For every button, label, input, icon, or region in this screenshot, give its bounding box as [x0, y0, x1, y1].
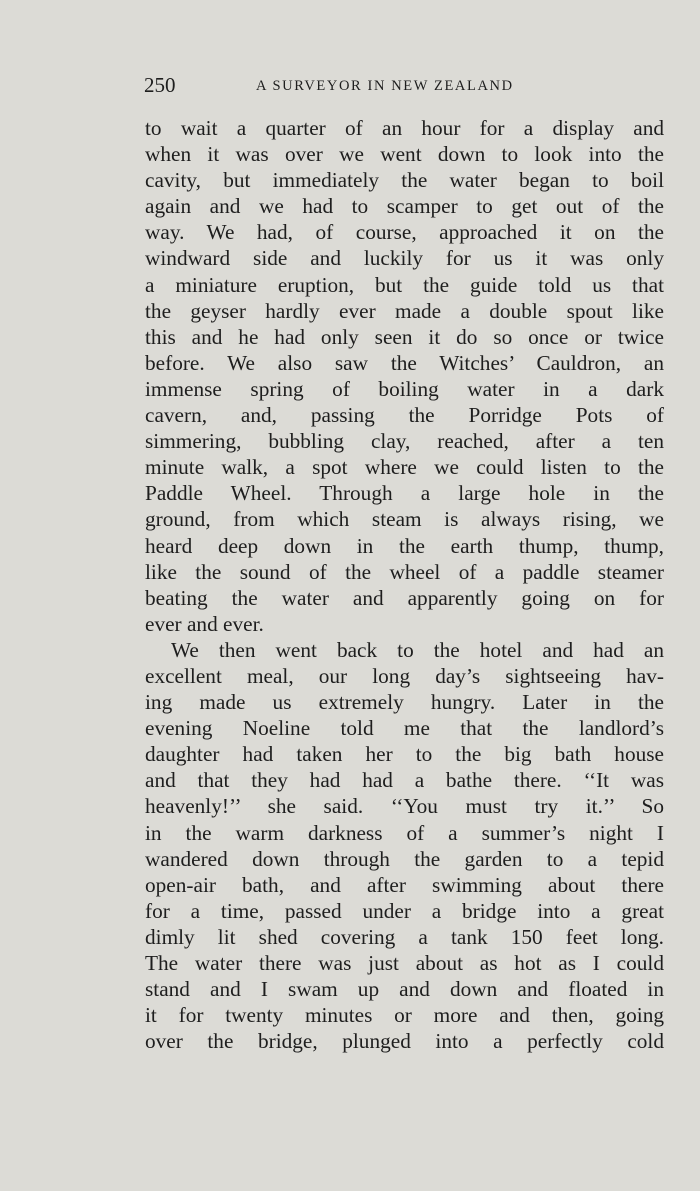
text-line: cavern, and, passing the Porridge Pots of	[145, 403, 664, 428]
text-line: evening Noeline told me that the landlord’s	[145, 716, 664, 741]
text-line: before. We also saw the Witches’ Cauldron, an	[145, 350, 664, 375]
text-line: dimly lit shed covering a tank 150 feet long.	[145, 924, 664, 949]
text-line: immense spring of boiling water in a dark	[145, 376, 664, 401]
text-line: daughter had taken her to the big bath house	[145, 742, 664, 767]
text-line: in the warm darkness of a summer’s night I	[145, 820, 664, 845]
page-number: 250	[144, 73, 176, 97]
body-text	[145, 115, 664, 1054]
text-line: over the bridge, plunged into a perfectly cold	[145, 1029, 664, 1054]
text-line: like the sound of the wheel of a paddle steamer	[145, 559, 664, 584]
text-line: ground, from which steam is always rising, we	[145, 507, 664, 532]
text-line: ing made us extremely hungry. Later in the	[145, 690, 664, 715]
running-title: A SURVEYOR IN NEW ZEALAND	[256, 78, 514, 94]
text-line: to wait a quarter of an hour for a display and	[145, 116, 664, 140]
text-line: beating the water and apparently going on for	[145, 585, 664, 610]
text-line: for a time, passed under a bridge into a great	[145, 898, 664, 923]
text-line: simmering, bubbling clay, reached, after a ten	[145, 429, 664, 454]
running-head	[144, 71, 668, 99]
text-line: heavenly!’’ she said. ‘‘You must try it.’’ So	[145, 794, 664, 819]
text-line: open-air bath, and after swimming about there	[145, 872, 664, 897]
text-line: this and he had only seen it do so once or twice	[145, 324, 664, 349]
text-line: heard deep down in the earth thump, thump,	[145, 533, 664, 558]
text-line: ever and ever.	[145, 611, 264, 636]
text-line: cavity, but immediately the water began to boil	[145, 168, 664, 193]
text-line: We then went back to the hotel and had an	[171, 637, 664, 662]
text-line: wandered down through the garden to a tepid	[145, 846, 664, 871]
text-line: again and we had to scamper to get out of the	[145, 194, 664, 219]
text-line: excellent meal, our long day’s sightseeing hav-	[145, 663, 664, 688]
text-line: the geyser hardly ever made a double spout like	[145, 298, 664, 323]
text-line: way. We had, of course, approached it on the	[145, 220, 664, 245]
text-line: Paddle Wheel. Through a large hole in the	[145, 481, 664, 506]
text-line: minute walk, a spot where we could listen to the	[145, 455, 664, 480]
text-line: and that they had had a bathe there. ‘‘It was	[145, 768, 664, 793]
text-line: windward side and luckily for us it was only	[145, 246, 664, 271]
text-line: when it was over we went down to look into the	[145, 142, 664, 167]
text-line: a miniature eruption, but the guide told us that	[145, 272, 664, 297]
text-line: The water there was just about as hot as I could	[145, 951, 664, 975]
text-line: stand and I swam up and down and floated in	[145, 977, 664, 1002]
text-line: it for twenty minutes or more and then, going	[145, 1003, 664, 1028]
